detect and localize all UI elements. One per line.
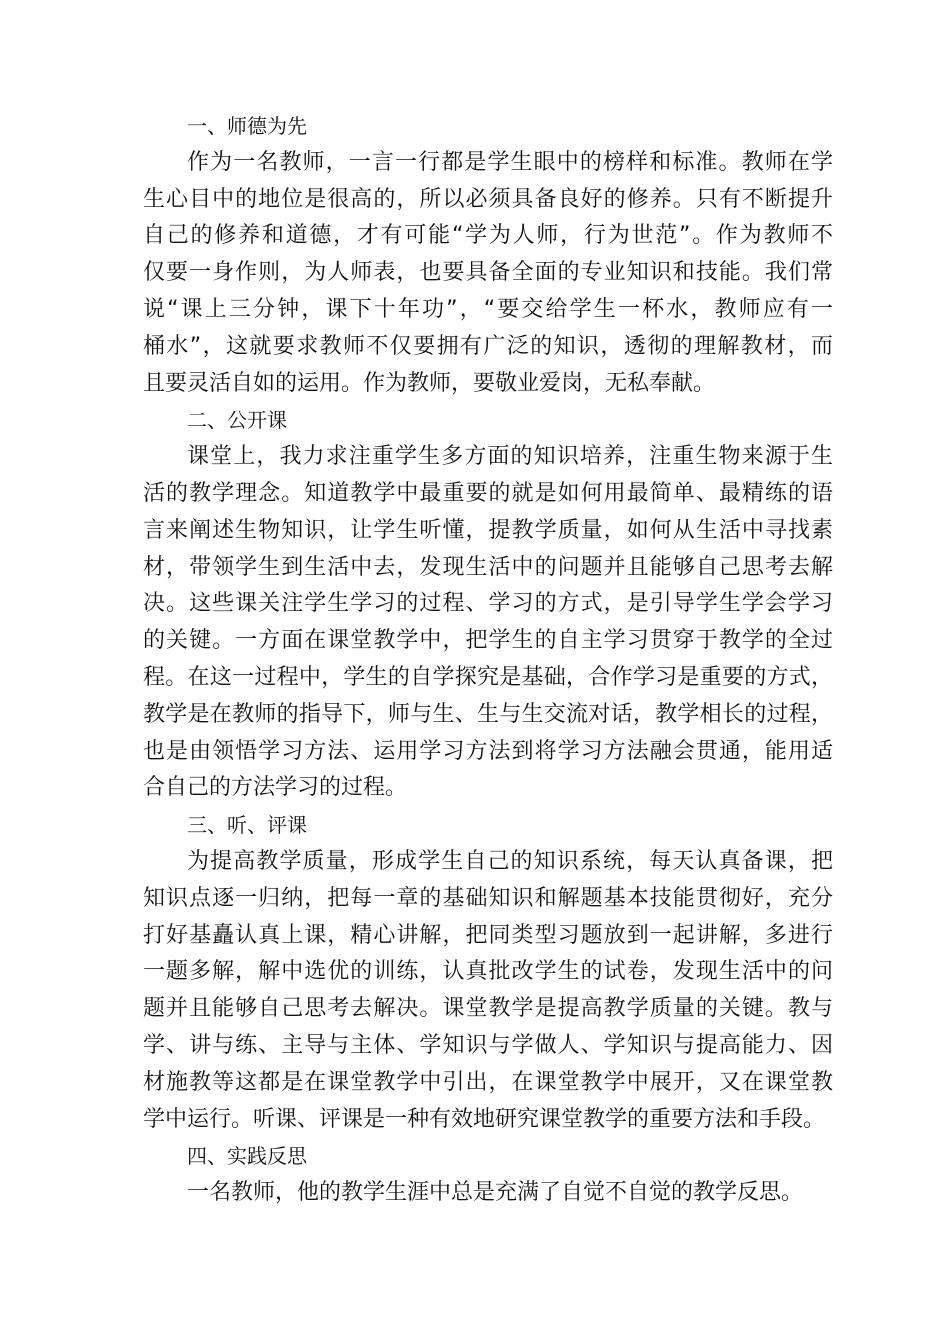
text-line: 合自己的方法学习的过程。 <box>143 775 408 801</box>
text-line: 课堂上，我力求注重学生多方面的知识培养，注重生物来源于生 <box>187 444 833 470</box>
text-line: 作为一名教师，一言一行都是学生眼中的榜样和标准。教师在学 <box>187 149 833 175</box>
text-line: 打好基矗认真上课，精心讲解，把同类型习题放到一起讲解，多进行 <box>143 922 833 948</box>
text-line: 的关键。一方面在课堂教学中，把学生的自主学习贯穿于教学的全过 <box>143 628 833 654</box>
section-paragraph-3 <box>143 844 833 1138</box>
text-line: 桶水”，这就要求教师不仅要拥有广泛的知识，透彻的理解教材，而 <box>143 333 833 359</box>
document-body <box>143 108 833 1212</box>
text-line: 言来阐述生物知识，让学生听懂，提教学质量，如何从生活中寻找素 <box>143 517 833 543</box>
text-line: 程。在这一过程中，学生的自学探究是基础，合作学习是重要的方式， <box>143 664 833 690</box>
text-line: 一名教师，他的教学生涯中总是充满了自觉不自觉的教学反思。 <box>187 1180 804 1206</box>
text-line: 学、讲与练、主导与主体、学知识与学做人、学知识与提高能力、因 <box>143 1032 833 1058</box>
section-heading-2: 二、公开课 <box>187 408 287 433</box>
section-paragraph-4 <box>143 1175 833 1212</box>
text-line: 也是由领悟学习方法、运用学习方法到将学习方法融会贯通，能用适 <box>143 738 833 764</box>
text-line: 学中运行。听课、评课是一种有效地研究课堂教学的重要方法和手段。 <box>143 1106 826 1132</box>
section-heading-3: 三、听、评课 <box>187 813 307 838</box>
text-line: 说“课上三分钟，课下十年功”，“要交给学生一杯水，教师应有一 <box>143 296 833 322</box>
text-line: 决。这些课关注学生学习的过程、学习的方式，是引导学生学会学习 <box>143 591 833 617</box>
section-paragraph-2 <box>143 439 833 807</box>
section-paragraph-1 <box>143 145 833 403</box>
section-heading-1: 一、师德为先 <box>187 114 307 138</box>
text-line: 且要灵活自如的运用。作为教师，要敬业爱岗，无私奉献。 <box>143 370 716 396</box>
text-line: 为提高教学质量，形成学生自己的知识系统，每天认真备课，把 <box>187 848 833 874</box>
text-line: 教学是在教师的指导下，师与生、生与生交流对话，教学相长的过程， <box>143 701 833 727</box>
text-line: 材施教等这都是在课堂教学中引出，在课堂教学中展开，又在课堂教 <box>143 1069 833 1095</box>
text-line: 材，带领学生到生活中去，发现生活中的问题并且能够自己思考去解 <box>143 554 833 580</box>
section-heading-4: 四、实践反思 <box>187 1144 307 1169</box>
text-line: 仅要一身作则，为人师表，也要具备全面的专业知识和技能。我们常 <box>143 260 833 286</box>
text-line: 知识点逐一归纳，把每一章的基础知识和解题基本技能贯彻好，充分 <box>143 885 833 911</box>
text-line: 一题多解，解中选优的训练，认真批改学生的试卷，发现生活中的问 <box>143 959 833 985</box>
text-line: 活的教学理念。知道教学中最重要的就是如何用最简单、最精练的语 <box>143 480 833 506</box>
text-line: 生心目中的地位是很高的，所以必须具备良好的修养。只有不断提升 <box>143 186 833 212</box>
text-line: 题并且能够自己思考去解决。课堂教学是提高教学质量的关键。教与 <box>143 996 833 1022</box>
text-line: 自己的修养和道德，才有可能“学为人师，行为世范”。作为教师不 <box>143 223 833 249</box>
